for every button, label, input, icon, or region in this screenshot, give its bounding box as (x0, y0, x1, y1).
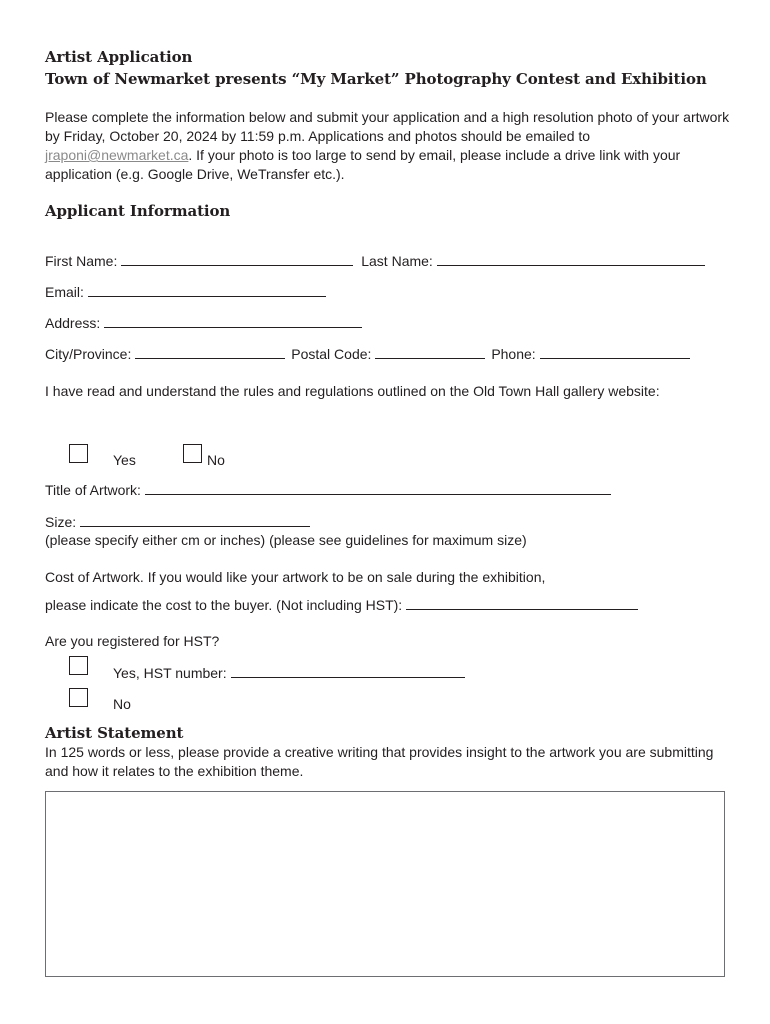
phone-field[interactable] (540, 346, 690, 359)
statement-heading: Artist Statement (45, 724, 184, 742)
phone-label: Phone: (491, 346, 536, 362)
rules-question: I have read and understand the rules and regulations outlined on the Old Town Hall gallery website: (45, 383, 660, 399)
size-field[interactable] (80, 514, 310, 527)
size-label: Size: (45, 514, 77, 530)
artwork-title-label: Title of Artwork: (45, 482, 141, 498)
hst-question: Are you registered for HST? (45, 633, 220, 649)
form-subtitle: Town of Newmarket presents “My Market” Photography Contest and Exhibition (45, 70, 707, 88)
cost-field[interactable] (406, 597, 638, 610)
hst-number-field[interactable] (231, 665, 465, 678)
statement-textarea[interactable] (45, 791, 725, 977)
last-name-label: Last Name: (361, 253, 433, 269)
address-field[interactable] (104, 315, 362, 328)
cost-label: please indicate the cost to the buyer. (Not including HST): (45, 597, 403, 613)
hst-no-checkbox[interactable] (69, 688, 88, 707)
email-field[interactable] (88, 284, 326, 297)
city-row (45, 346, 690, 362)
cost-row (45, 597, 638, 613)
postal-code-field[interactable] (375, 346, 485, 359)
email-link[interactable]: jraponi@newmarket.ca (45, 147, 189, 163)
email-label: Email: (45, 284, 84, 300)
hst-no-label: No (113, 696, 131, 712)
postal-code-label: Postal Code: (291, 346, 372, 362)
email-row (45, 284, 326, 300)
rules-no-checkbox[interactable] (183, 444, 202, 463)
last-name-field[interactable] (437, 253, 705, 266)
applicant-heading: Applicant Information (45, 202, 231, 220)
rules-no-label: No (207, 452, 225, 468)
city-field[interactable] (135, 346, 285, 359)
hst-yes-row (113, 665, 465, 681)
first-name-field[interactable] (121, 253, 353, 266)
artwork-title-row (45, 482, 611, 498)
hst-yes-checkbox[interactable] (69, 656, 88, 675)
hst-yes-label: Yes, HST number: (113, 665, 227, 681)
artwork-title-field[interactable] (145, 482, 611, 495)
first-name-label: First Name: (45, 253, 118, 269)
intro-text-after: . If your photo is too large to send by email, please include a drive link with your application (e.g. Google Drive, WeTransfer etc.). (45, 147, 681, 182)
address-label: Address: (45, 315, 101, 331)
name-row (45, 253, 705, 269)
intro-text-before: Please complete the information below and submit your application and a high resolution photo of your artwork by Friday, October 20, 2024 by 11:59 p.m. Applications and photos should be emailed to (45, 109, 730, 144)
rules-yes-checkbox[interactable] (69, 444, 88, 463)
rules-yes-label: Yes (113, 452, 136, 468)
city-label: City/Province: (45, 346, 132, 362)
cost-line-1: Cost of Artwork. If you would like your artwork to be on sale during the exhibition, (45, 569, 546, 585)
address-row (45, 315, 362, 331)
form-title: Artist Application (45, 48, 193, 66)
intro-paragraph (45, 108, 735, 184)
statement-instructions: In 125 words or less, please provide a creative writing that provides insight to the artwork you are submitting and how it relates to the exhibition theme. (45, 744, 714, 779)
size-note: (please specify either cm or inches) (please see guidelines for maximum size) (45, 532, 527, 548)
size-row (45, 514, 310, 530)
